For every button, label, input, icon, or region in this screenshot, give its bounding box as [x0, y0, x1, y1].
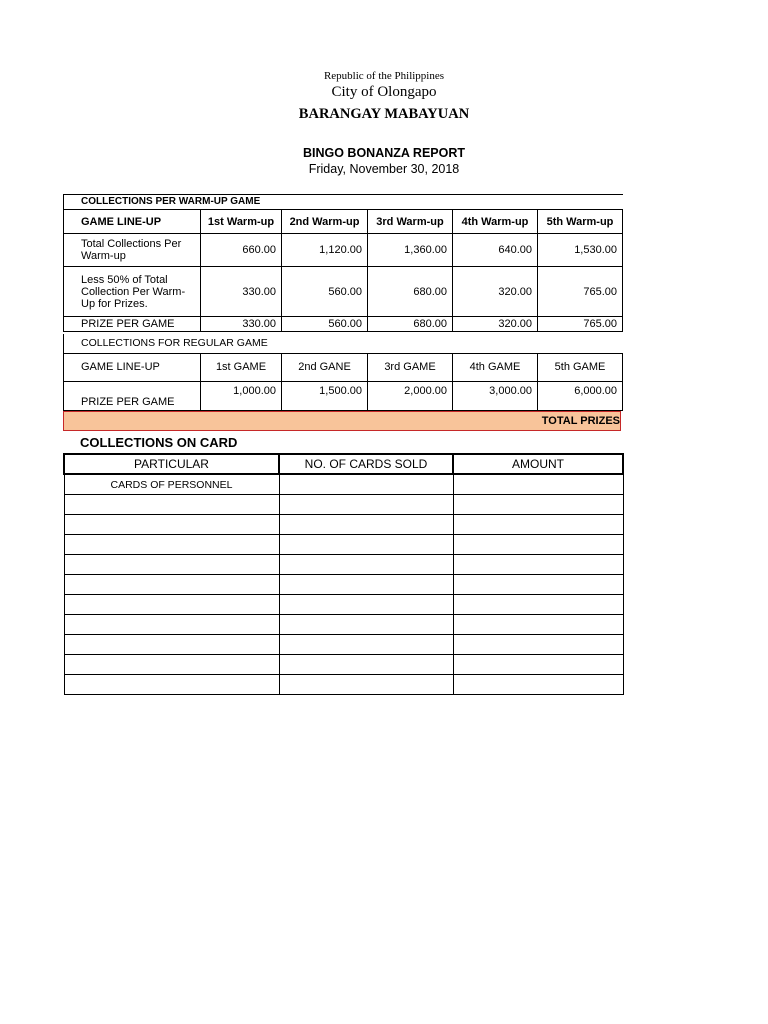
value-cell: 2,000.00	[368, 381, 453, 410]
amount-cell	[453, 615, 623, 635]
amount-cell	[453, 515, 623, 535]
particular-cell	[64, 595, 279, 615]
cards-sold-cell	[279, 655, 453, 675]
particular-cell	[64, 575, 279, 595]
value-cell: 320.00	[453, 317, 538, 332]
barangay-heading: BARANGAY MABAYUAN	[298, 106, 470, 122]
regular-game-header: 3rd GAME	[368, 353, 453, 381]
particular-cell	[64, 555, 279, 575]
table-row	[64, 575, 623, 595]
cards-sold-cell	[279, 635, 453, 655]
regular-game-header: 1st GAME	[201, 353, 282, 381]
card-collections-table	[63, 453, 624, 695]
report-title: BINGO BONANZA REPORT	[302, 146, 466, 160]
warmup-game-header: 1st Warm-up	[201, 210, 282, 234]
amount-cell	[453, 495, 623, 515]
warmup-table	[63, 194, 623, 332]
warmup-lineup-row	[64, 210, 623, 234]
total-collections-row	[64, 234, 623, 267]
total-prizes-label: TOTAL PRIZES	[541, 415, 620, 427]
regular-game-table	[63, 334, 623, 411]
value-cell: 1,120.00	[282, 234, 368, 267]
table-row	[64, 515, 623, 535]
regular-section-row	[64, 334, 623, 353]
lineup-label: GAME LINE-UP	[64, 210, 201, 234]
regular-lineup-row	[64, 353, 623, 381]
value-cell: 765.00	[538, 267, 623, 317]
table-row	[64, 615, 623, 635]
table-row	[64, 535, 623, 555]
amount-cell	[453, 595, 623, 615]
warmup-game-header: 5th Warm-up	[538, 210, 623, 234]
particular-cell	[64, 535, 279, 555]
regular-game-header: 4th GAME	[453, 353, 538, 381]
regular-section-title: COLLECTIONS FOR REGULAR GAME	[64, 334, 623, 353]
regular-prize-row	[64, 381, 623, 410]
report-date: Friday, November 30, 2018	[308, 162, 460, 176]
less-50-percent-row	[64, 267, 623, 317]
amount-cell	[453, 555, 623, 575]
column-header-particular: PARTICULAR	[64, 454, 279, 474]
value-cell: 660.00	[201, 234, 282, 267]
value-cell: 1,530.00	[538, 234, 623, 267]
table-row	[64, 655, 623, 675]
table-row	[64, 595, 623, 615]
particular-cell: CARDS OF PERSONNEL	[64, 474, 279, 495]
particular-cell	[64, 515, 279, 535]
lineup-label: GAME LINE-UP	[64, 353, 201, 381]
particular-cell	[64, 655, 279, 675]
row-label: Total Collections Per Warm-up	[64, 234, 201, 267]
card-table-header-row	[64, 454, 623, 474]
value-cell: 560.00	[282, 267, 368, 317]
warmup-game-header: 3rd Warm-up	[368, 210, 453, 234]
row-label: PRIZE PER GAME	[64, 317, 201, 332]
cards-sold-cell	[279, 474, 453, 495]
value-cell: 3,000.00	[453, 381, 538, 410]
warmup-section-title: COLLECTIONS PER WARM-UP GAME	[64, 195, 623, 210]
cards-sold-cell	[279, 555, 453, 575]
particular-cell	[64, 675, 279, 695]
value-cell: 1,360.00	[368, 234, 453, 267]
prize-per-game-row	[64, 317, 623, 332]
value-cell: 6,000.00	[538, 381, 623, 410]
warmup-section-row	[64, 195, 623, 210]
value-cell: 680.00	[368, 267, 453, 317]
particular-cell	[64, 635, 279, 655]
column-header-cards-sold: NO. OF CARDS SOLD	[279, 454, 453, 474]
value-cell: 330.00	[201, 317, 282, 332]
particular-cell	[64, 615, 279, 635]
column-header-amount: AMOUNT	[453, 454, 623, 474]
value-cell: 680.00	[368, 317, 453, 332]
table-row	[64, 474, 623, 495]
cards-sold-cell	[279, 515, 453, 535]
table-row	[64, 635, 623, 655]
amount-cell	[453, 575, 623, 595]
amount-cell	[453, 655, 623, 675]
value-cell: 640.00	[453, 234, 538, 267]
value-cell: 560.00	[282, 317, 368, 332]
particular-cell	[64, 495, 279, 515]
value-cell: 765.00	[538, 317, 623, 332]
value-cell: 1,000.00	[201, 381, 282, 410]
cards-sold-cell	[279, 675, 453, 695]
warmup-game-header: 2nd Warm-up	[282, 210, 368, 234]
table-row	[64, 495, 623, 515]
amount-cell	[453, 474, 623, 495]
cards-sold-cell	[279, 595, 453, 615]
amount-cell	[453, 535, 623, 555]
total-prizes-bar	[63, 411, 621, 431]
cards-sold-cell	[279, 535, 453, 555]
amount-cell	[453, 675, 623, 695]
cards-sold-cell	[279, 575, 453, 595]
cards-sold-cell	[279, 495, 453, 515]
row-label: PRIZE PER GAME	[64, 381, 201, 410]
table-row	[64, 675, 623, 695]
collections-on-card-heading: COLLECTIONS ON CARD	[80, 435, 238, 450]
regular-game-header: 5th GAME	[538, 353, 623, 381]
regular-game-header: 2nd GANE	[282, 353, 368, 381]
amount-cell	[453, 635, 623, 655]
warmup-game-header: 4th Warm-up	[453, 210, 538, 234]
cards-sold-cell	[279, 615, 453, 635]
value-cell: 320.00	[453, 267, 538, 317]
row-label: Less 50% of Total Collection Per Warm-Up for Prizes.	[64, 267, 201, 317]
republic-heading: Republic of the Philippines	[323, 70, 445, 82]
city-heading: City of Olongapo	[331, 84, 437, 100]
value-cell: 1,500.00	[282, 381, 368, 410]
value-cell: 330.00	[201, 267, 282, 317]
table-row	[64, 555, 623, 575]
